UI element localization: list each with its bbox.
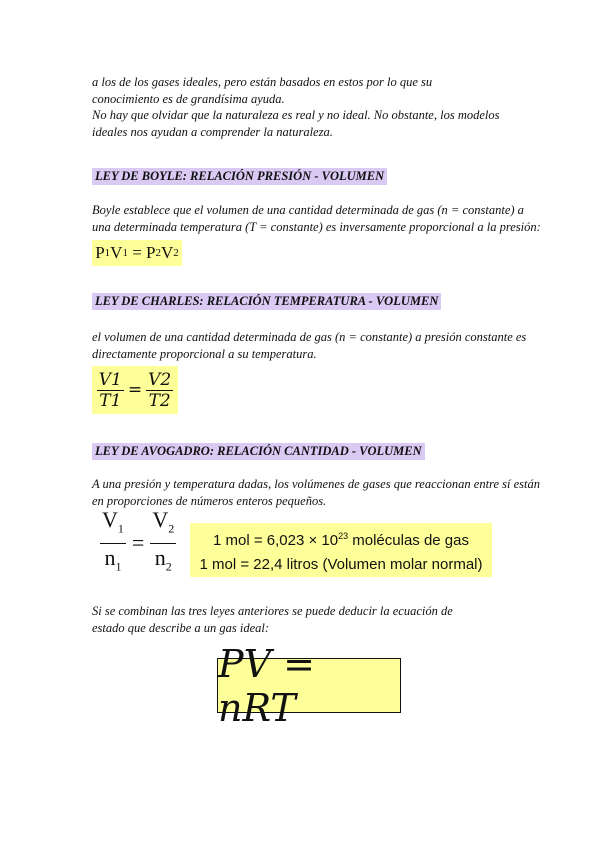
ideal-line: Si se combinan las tres leyes anteriores se puede deducir la ecuación de xyxy=(92,604,453,618)
mol-highlight-box xyxy=(190,523,492,577)
denominator xyxy=(153,544,174,580)
fraction-v1-n1 xyxy=(100,506,126,580)
charles-paragraph xyxy=(92,329,532,363)
denominator: T2 xyxy=(148,390,171,411)
avogadro-line: en proporciones de números enteros pequeños. xyxy=(92,494,327,508)
mol-line1-post: moléculas de gas xyxy=(348,531,469,549)
numerator: V1 xyxy=(98,369,122,390)
charles-line: directamente proporcional a su temperatura. xyxy=(92,347,317,361)
denominator: T1 xyxy=(99,390,122,411)
avogadro-line: A una presión y temperatura dadas, los volúmenes de gases que reaccionan entre sí están xyxy=(92,477,540,491)
numerator: V2 xyxy=(148,369,172,390)
ideal-gas-equation: PV = nRT xyxy=(217,658,401,713)
eq-sub: 1 xyxy=(117,521,124,536)
boyle-heading: LEY DE BOYLE: RELACIÓN PRESIÓN - VOLUMEN xyxy=(92,168,387,185)
boyle-line: Boyle establece que el volumen de una cantidad determinada de gas (n = constante) a xyxy=(92,203,524,217)
mol-exponent: 23 xyxy=(338,530,349,541)
intro-line: conocimiento es de grandísima ayuda. xyxy=(92,91,285,106)
eq-p1: P xyxy=(95,243,105,262)
avogadro-heading: LEY DE AVOGADRO: RELACIÓN CANTIDAD - VOLUMEN xyxy=(92,443,425,460)
eq-v2: V xyxy=(161,243,174,262)
charles-equation xyxy=(92,366,178,414)
eq-n: n xyxy=(154,544,166,570)
eq-sub: 1 xyxy=(122,247,128,259)
eq-v: V xyxy=(102,507,118,533)
intro-line: a los de los gases ideales, pero están basados en estos por lo que su xyxy=(92,75,433,89)
eq-sub: 1 xyxy=(115,558,122,573)
avogadro-equation xyxy=(100,507,184,574)
fraction-v2-n2 xyxy=(150,506,176,580)
eq-equals: = xyxy=(127,243,147,262)
numerator xyxy=(150,506,176,543)
eq-sub: 2 xyxy=(168,521,175,536)
denominator xyxy=(102,544,123,580)
fraction-v1-t1 xyxy=(97,370,124,411)
eq-sub: 2 xyxy=(173,247,179,259)
mol-line1-pre: 1 mol = 6,023 × 10 xyxy=(212,531,339,549)
fraction-v2-t2 xyxy=(146,370,173,411)
charles-line: el volumen de una cantidad determinada de gas (n = constante) a presión constante es xyxy=(92,330,527,344)
mol-molecules-line xyxy=(213,524,469,553)
boyle-equation xyxy=(92,240,182,266)
intro-paragraph xyxy=(92,74,532,140)
eq-sub: 2 xyxy=(165,558,172,573)
eq-sub: 1 xyxy=(104,247,111,259)
charles-heading: LEY DE CHARLES: RELACIÓN TEMPERATURA - VOLUMEN xyxy=(92,293,441,310)
intro-line: ideales nos ayudan a comprender la naturaleza. xyxy=(92,124,333,139)
numerator xyxy=(100,506,126,543)
mol-volume-line: 1 mol = 22,4 litros (Volumen molar normal) xyxy=(199,555,483,573)
avogadro-paragraph xyxy=(92,476,540,510)
eq-v1: V xyxy=(110,243,123,262)
intro-line: No hay que olvidar que la naturaleza es real y no ideal. No obstante, los modelos xyxy=(92,108,500,122)
eq-sub: 2 xyxy=(155,247,162,259)
boyle-line: una determinada temperatura (T = constante) es inversamente proporcional a la presión: xyxy=(92,220,541,234)
eq-p2: P xyxy=(146,243,156,262)
ideal-line: estado que describe a un gas ideal: xyxy=(92,621,270,635)
boyle-paragraph xyxy=(92,202,541,236)
eq-v: V xyxy=(152,507,169,533)
eq-equals: = xyxy=(127,380,143,400)
ideal-gas-paragraph xyxy=(92,603,532,637)
eq-equals: = xyxy=(131,530,145,555)
eq-n: n xyxy=(104,544,116,570)
